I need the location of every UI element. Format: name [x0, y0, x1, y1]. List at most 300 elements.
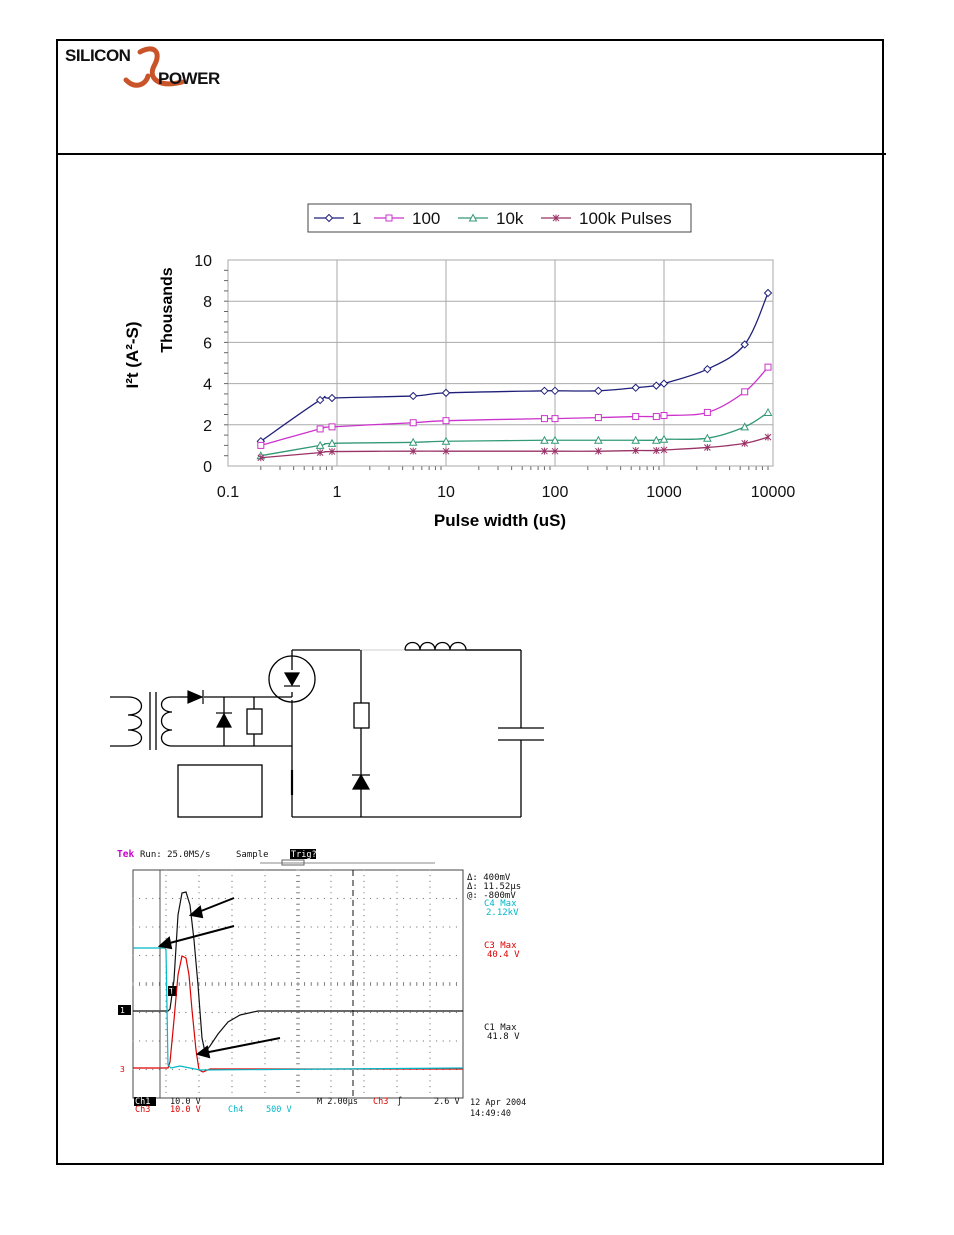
scope-grid-dot	[185, 926, 186, 927]
scope-grid-dot	[245, 1012, 246, 1013]
square-marker	[410, 420, 416, 426]
scope-grid-dot	[324, 898, 325, 899]
scope-grid-dot	[363, 1075, 364, 1076]
scope-grid-dot	[390, 1040, 391, 1041]
scope-grid-dot	[390, 1012, 391, 1013]
scope-grid-dot	[396, 978, 397, 979]
scope-grid-dot	[330, 1058, 331, 1059]
scope-grid-dot	[152, 1040, 153, 1041]
scope-grid-dot	[218, 955, 219, 956]
legend-label: 100k Pulses	[579, 209, 672, 228]
scope-grid-dot	[311, 1040, 312, 1041]
scope-grid-dot	[264, 972, 265, 973]
inductor-coil	[405, 643, 466, 651]
scope-grid-dot	[304, 926, 305, 927]
scope-grid-dot	[172, 926, 173, 927]
scope-grid-dot	[396, 926, 397, 927]
scope-grid-dot	[165, 909, 166, 910]
scope-grid-dot	[165, 1086, 166, 1087]
scope-grid-dot	[363, 892, 364, 893]
scope-grid-dot	[205, 1040, 206, 1041]
scope-grid-dot	[172, 1012, 173, 1013]
scope-grid-dot	[139, 955, 140, 956]
scope-grid-dot	[330, 944, 331, 945]
snubber-resistor	[354, 703, 369, 728]
scope-grid-dot	[429, 1012, 430, 1013]
scope-grid-dot	[172, 955, 173, 956]
scope-grid-dot	[264, 989, 265, 990]
scope-grid-dot	[225, 955, 226, 956]
ch4-scale: 500 V	[266, 1105, 292, 1115]
scope-grid-dot	[363, 881, 364, 882]
scope-grid-dot	[264, 1052, 265, 1053]
scope-grid-dot	[436, 898, 437, 899]
logo-text-silicon: SILICON	[65, 46, 131, 65]
scope-grid-dot	[396, 1058, 397, 1059]
scope-grid-dot	[363, 1029, 364, 1030]
scope-grid-dot	[416, 926, 417, 927]
scope-grid-dot	[311, 926, 312, 927]
scope-grid-dot	[198, 1086, 199, 1087]
scope-grid-dot	[165, 1018, 166, 1019]
scope-grid-dot	[231, 892, 232, 893]
scope-grid-dot	[231, 1023, 232, 1024]
scope-grid-dot	[330, 1006, 331, 1007]
scope-grid-dot	[165, 1012, 166, 1013]
scope-grid-dot	[264, 875, 265, 876]
scope-grid-dot	[146, 1069, 147, 1070]
gate-resistor	[247, 709, 262, 734]
scope-grid-dot	[132, 955, 133, 956]
scope-grid-dot	[198, 921, 199, 922]
scope-grid-dot	[330, 1023, 331, 1024]
scope-grid-dot	[185, 1040, 186, 1041]
scope-grid-dot	[284, 955, 285, 956]
x-tick-label: 0.1	[216, 484, 240, 501]
scope-grid-dot	[383, 898, 384, 899]
scope-grid-dot	[231, 966, 232, 967]
scope-grid-dot	[192, 955, 193, 956]
scope-grid-dot	[443, 1012, 444, 1013]
scope-grid-dot	[410, 926, 411, 927]
scope-grid-dot	[139, 898, 140, 899]
scope-grid-dot	[429, 898, 430, 899]
scope-grid-dot	[218, 1040, 219, 1041]
scope-grid-dot	[396, 944, 397, 945]
scope-grid-dot	[429, 944, 430, 945]
scope-grid-dot	[146, 926, 147, 927]
scope-grid-dot	[443, 926, 444, 927]
scope-grid-dot	[429, 1046, 430, 1047]
scope-grid-dot	[231, 989, 232, 990]
scope-grid-dot	[258, 926, 259, 927]
scope-grid-dot	[205, 926, 206, 927]
scope-grid-dot	[152, 1012, 153, 1013]
scope-grid-dot	[330, 1075, 331, 1076]
scope-grid-dot	[264, 881, 265, 882]
scope-grid-dot	[198, 1040, 199, 1041]
scope-grid-dot	[165, 1046, 166, 1047]
scope-grid-dot	[231, 1029, 232, 1030]
scope-date: 12 Apr 2004	[470, 1098, 527, 1108]
scope-grid-dot	[231, 944, 232, 945]
scope-grid-dot	[363, 1052, 364, 1053]
scope-grid-dot	[363, 932, 364, 933]
scope-grid-dot	[231, 1001, 232, 1002]
scope-grid-dot	[264, 904, 265, 905]
scope-grid-dot	[429, 875, 430, 876]
scope-grid-dot	[231, 1058, 232, 1059]
scope-grid-dot	[396, 909, 397, 910]
scope-grid-dot	[396, 961, 397, 962]
scope-grid-dot	[264, 926, 265, 927]
scope-grid-dot	[429, 869, 430, 870]
square-marker	[329, 424, 335, 430]
scope-grid-dot	[429, 961, 430, 962]
scope-grid-dot	[152, 955, 153, 956]
scope-grid-dot	[350, 898, 351, 899]
scope-grid-dot	[152, 898, 153, 899]
scope-grid-dot	[363, 909, 364, 910]
scope-grid-dot	[330, 966, 331, 967]
scope-grid-dot	[330, 904, 331, 905]
square-marker	[552, 416, 558, 422]
scope-grid-dot	[317, 955, 318, 956]
pulse-circuit-diagram	[0, 630, 954, 830]
scope-grid-dot	[179, 1069, 180, 1070]
scope-grid-dot	[396, 989, 397, 990]
scope-grid-dot	[132, 1012, 133, 1013]
scope-grid-dot	[264, 1075, 265, 1076]
scope-grid-dot	[218, 926, 219, 927]
scope-grid-dot	[363, 1023, 364, 1024]
scope-grid-dot	[198, 961, 199, 962]
scope-grid-dot	[304, 898, 305, 899]
scope-grid-dot	[198, 1092, 199, 1093]
scope-grid-dot	[390, 926, 391, 927]
scope-grid-dot	[264, 915, 265, 916]
scope-timebase: M 2.00µs	[317, 1097, 358, 1107]
scope-grid-dot	[311, 898, 312, 899]
scope-grid-dot	[330, 1063, 331, 1064]
scope-grid-dot	[330, 1092, 331, 1093]
scope-grid-dot	[185, 1012, 186, 1013]
scope-grid-dot	[291, 926, 292, 927]
square-marker	[258, 442, 264, 448]
scope-grid-dot	[139, 1012, 140, 1013]
scope-grid-dot	[429, 1006, 430, 1007]
series-diode-icon	[188, 691, 202, 703]
scope-grid-dot	[396, 1023, 397, 1024]
scope-grid-dot	[291, 1012, 292, 1013]
scope-grid-dot	[330, 949, 331, 950]
scope-grid-dot	[165, 1080, 166, 1081]
scope-grid-dot	[139, 1069, 140, 1070]
scope-grid-dot	[396, 915, 397, 916]
scope-grid-dot	[165, 1092, 166, 1093]
scope-grid-dot	[311, 1012, 312, 1013]
scope-grid-dot	[396, 932, 397, 933]
scope-grid-dot	[284, 1040, 285, 1041]
scope-grid-dot	[231, 1086, 232, 1087]
scope-grid-dot	[205, 1012, 206, 1013]
scope-grid-dot	[350, 926, 351, 927]
scope-grid-dot	[264, 909, 265, 910]
scope-grid-dot	[363, 869, 364, 870]
scope-grid-dot	[139, 926, 140, 927]
scope-grid-dot	[152, 1069, 153, 1070]
scope-grid-dot	[264, 892, 265, 893]
scope-grid-dot	[198, 887, 199, 888]
scope-grid-dot	[324, 926, 325, 927]
scope-grid-dot	[429, 1080, 430, 1081]
scope-grid-dot	[403, 898, 404, 899]
square-marker	[765, 364, 771, 370]
scope-grid-dot	[231, 921, 232, 922]
scope-grid-dot	[185, 955, 186, 956]
scope-grid-dot	[377, 1040, 378, 1041]
scope-grid-dot	[179, 898, 180, 899]
scope-grid-dot	[363, 926, 364, 927]
scope-grid-dot	[429, 1052, 430, 1053]
scope-grid-dot	[396, 881, 397, 882]
scope-grid-dot	[205, 898, 206, 899]
scope-grid-dot	[363, 875, 364, 876]
scope-grid-dot	[271, 926, 272, 927]
scope-grid-dot	[410, 955, 411, 956]
trigger-point-marker: T	[169, 987, 174, 996]
scope-run-rate: Run: 25.0MS/s	[140, 850, 211, 860]
square-marker	[661, 413, 667, 419]
scope-grid-dot	[330, 1052, 331, 1053]
scope-grid-dot	[231, 995, 232, 996]
scope-grid-dot	[396, 887, 397, 888]
scope-grid-dot	[165, 1040, 166, 1041]
scope-grid-dot	[264, 1012, 265, 1013]
scope-grid-dot	[429, 892, 430, 893]
scope-grid-dot	[449, 926, 450, 927]
scope-grid-dot	[185, 1069, 186, 1070]
scope-grid-dot	[330, 961, 331, 962]
scope-grid-dot	[416, 898, 417, 899]
scope-grid-dot	[264, 898, 265, 899]
scope-grid-dot	[403, 955, 404, 956]
scope-grid-dot	[396, 1012, 397, 1013]
scope-grid-dot	[363, 1018, 364, 1019]
scope-grid-dot	[198, 898, 199, 899]
scope-grid-dot	[231, 881, 232, 882]
scope-grid-dot	[198, 892, 199, 893]
scope-grid-dot	[218, 1012, 219, 1013]
scope-grid-dot	[396, 972, 397, 973]
scope-at-v: @: -800mV	[467, 891, 516, 901]
scope-grid-dot	[231, 1012, 232, 1013]
scope-grid-dot	[423, 926, 424, 927]
scope-grid-dot	[330, 932, 331, 933]
square-marker	[633, 414, 639, 420]
scope-grid-dot	[363, 898, 364, 899]
scope-grid-dot	[429, 1092, 430, 1093]
scope-grid-dot	[449, 955, 450, 956]
scope-grid-dot	[403, 1040, 404, 1041]
scope-grid-dot	[429, 1058, 430, 1059]
scope-grid-dot	[363, 989, 364, 990]
scope-grid-dot	[429, 887, 430, 888]
scope-c1-label: C1 Max	[484, 1023, 517, 1033]
scope-grid-dot	[264, 1080, 265, 1081]
scope-grid-dot	[410, 1040, 411, 1041]
scope-grid-dot	[264, 944, 265, 945]
scope-grid-dot	[179, 926, 180, 927]
scope-grid-dot	[344, 926, 345, 927]
scope-grid-dot	[231, 1075, 232, 1076]
scope-grid-dot	[423, 898, 424, 899]
scope-grid-dot	[330, 1080, 331, 1081]
ch1-scale: 10.0 V	[170, 1097, 201, 1107]
scope-grid-dot	[198, 1035, 199, 1036]
scope-grid-dot	[231, 1092, 232, 1093]
scope-grid-dot	[198, 1058, 199, 1059]
scope-grid-dot	[165, 926, 166, 927]
scope-grid-dot	[198, 949, 199, 950]
scope-trig-source: Ch3	[373, 1097, 389, 1107]
scope-grid-dot	[429, 938, 430, 939]
scope-grid-dot	[264, 1029, 265, 1030]
scope-grid-dot	[284, 898, 285, 899]
scope-grid-dot	[165, 932, 166, 933]
scope-grid-dot	[337, 1040, 338, 1041]
scope-grid-dot	[264, 995, 265, 996]
scope-grid-dot	[132, 1069, 133, 1070]
transformer-primary-coil	[110, 697, 142, 746]
scope-grid-dot	[198, 869, 199, 870]
scope-grid-dot	[429, 1086, 430, 1087]
scope-grid-dot	[324, 1012, 325, 1013]
scope-grid-dot	[344, 955, 345, 956]
scope-grid-dot	[264, 1058, 265, 1059]
scope-grid-dot	[304, 1040, 305, 1041]
scope-grid-dot	[363, 1063, 364, 1064]
i2t-pulse-width-chart	[0, 0, 954, 560]
scope-grid-dot	[403, 926, 404, 927]
scope-grid-dot	[410, 898, 411, 899]
scope-grid-dot	[291, 1040, 292, 1041]
scope-grid-dot	[139, 1040, 140, 1041]
scope-grid-dot	[363, 915, 364, 916]
scope-grid-dot	[198, 1080, 199, 1081]
scope-grid-dot	[251, 898, 252, 899]
scope-grid-dot	[238, 1012, 239, 1013]
scope-grid-dot	[165, 881, 166, 882]
scope-grid-dot	[330, 1040, 331, 1041]
scope-grid-dot	[231, 978, 232, 979]
scope-grid-dot	[330, 995, 331, 996]
scope-grid-dot	[423, 1040, 424, 1041]
scope-grid-dot	[396, 995, 397, 996]
scope-grid-dot	[198, 955, 199, 956]
scope-grid-dot	[212, 1012, 213, 1013]
scope-grid-dot	[429, 978, 430, 979]
scope-grid-dot	[264, 921, 265, 922]
scope-grid-dot	[396, 1001, 397, 1002]
scope-grid-dot	[330, 955, 331, 956]
scope-grid-dot	[396, 892, 397, 893]
scope-grid-dot	[264, 938, 265, 939]
scope-grid-dot	[363, 1006, 364, 1007]
scope-grid-dot	[344, 1040, 345, 1041]
scope-grid-dot	[264, 1086, 265, 1087]
scope-grid-dot	[304, 955, 305, 956]
scope-grid-dot	[363, 1058, 364, 1059]
scope-grid-dot	[330, 915, 331, 916]
scope-grid-dot	[146, 1012, 147, 1013]
scope-grid-dot	[337, 898, 338, 899]
scope-grid-dot	[396, 875, 397, 876]
scope-grid-dot	[264, 1006, 265, 1007]
scope-grid-dot	[231, 938, 232, 939]
scope-grid-dot	[436, 926, 437, 927]
scope-grid-dot	[231, 1018, 232, 1019]
x-tick-label: 100	[541, 484, 569, 501]
scope-grid-dot	[330, 972, 331, 973]
scope-grid-dot	[198, 938, 199, 939]
scope-grid-dot	[165, 875, 166, 876]
scope-grid-dot	[198, 932, 199, 933]
scope-grid-dot	[429, 949, 430, 950]
scope-grid-dot	[396, 1052, 397, 1053]
scope-grid-dot	[225, 898, 226, 899]
scope-grid-dot	[132, 1040, 133, 1041]
ch1-ground-marker: 1	[120, 1006, 125, 1015]
scope-grid-dot	[225, 1012, 226, 1013]
scope-grid-dot	[410, 1012, 411, 1013]
scope-grid-dot	[337, 1012, 338, 1013]
scope-grid-dot	[429, 1035, 430, 1036]
scope-grid-dot	[456, 898, 457, 899]
scope-grid-dot	[396, 966, 397, 967]
transformer-secondary-coil	[162, 697, 181, 746]
scope-grid-dot	[284, 926, 285, 927]
scope-grid-dot	[198, 966, 199, 967]
scope-grid-dot	[185, 898, 186, 899]
scope-grid-dot	[429, 915, 430, 916]
square-marker	[704, 409, 710, 415]
scope-grid-dot	[383, 955, 384, 956]
scope-grid-dot	[291, 898, 292, 899]
scope-grid-dot	[429, 1018, 430, 1019]
scope-grid-dot	[264, 932, 265, 933]
scope-grid-dot	[396, 1075, 397, 1076]
scope-grid-dot	[344, 898, 345, 899]
scope-grid-dot	[238, 898, 239, 899]
scope-grid-dot	[396, 869, 397, 870]
square-marker	[386, 215, 392, 221]
scope-grid-dot	[165, 898, 166, 899]
scope-grid-dot	[396, 904, 397, 905]
scope-grid-dot	[363, 1012, 364, 1013]
scope-grid-dot	[429, 921, 430, 922]
scope-grid-dot	[264, 955, 265, 956]
scope-grid-dot	[231, 972, 232, 973]
scope-grid-dot	[271, 955, 272, 956]
scope-grid-dot	[363, 955, 364, 956]
scope-c3-value: 40.4 V	[487, 950, 520, 960]
scope-grid-dot	[443, 955, 444, 956]
scope-grid-dot	[429, 932, 430, 933]
scope-grid-dot	[192, 898, 193, 899]
scope-grid-dot	[396, 949, 397, 950]
scope-grid-dot	[416, 1040, 417, 1041]
